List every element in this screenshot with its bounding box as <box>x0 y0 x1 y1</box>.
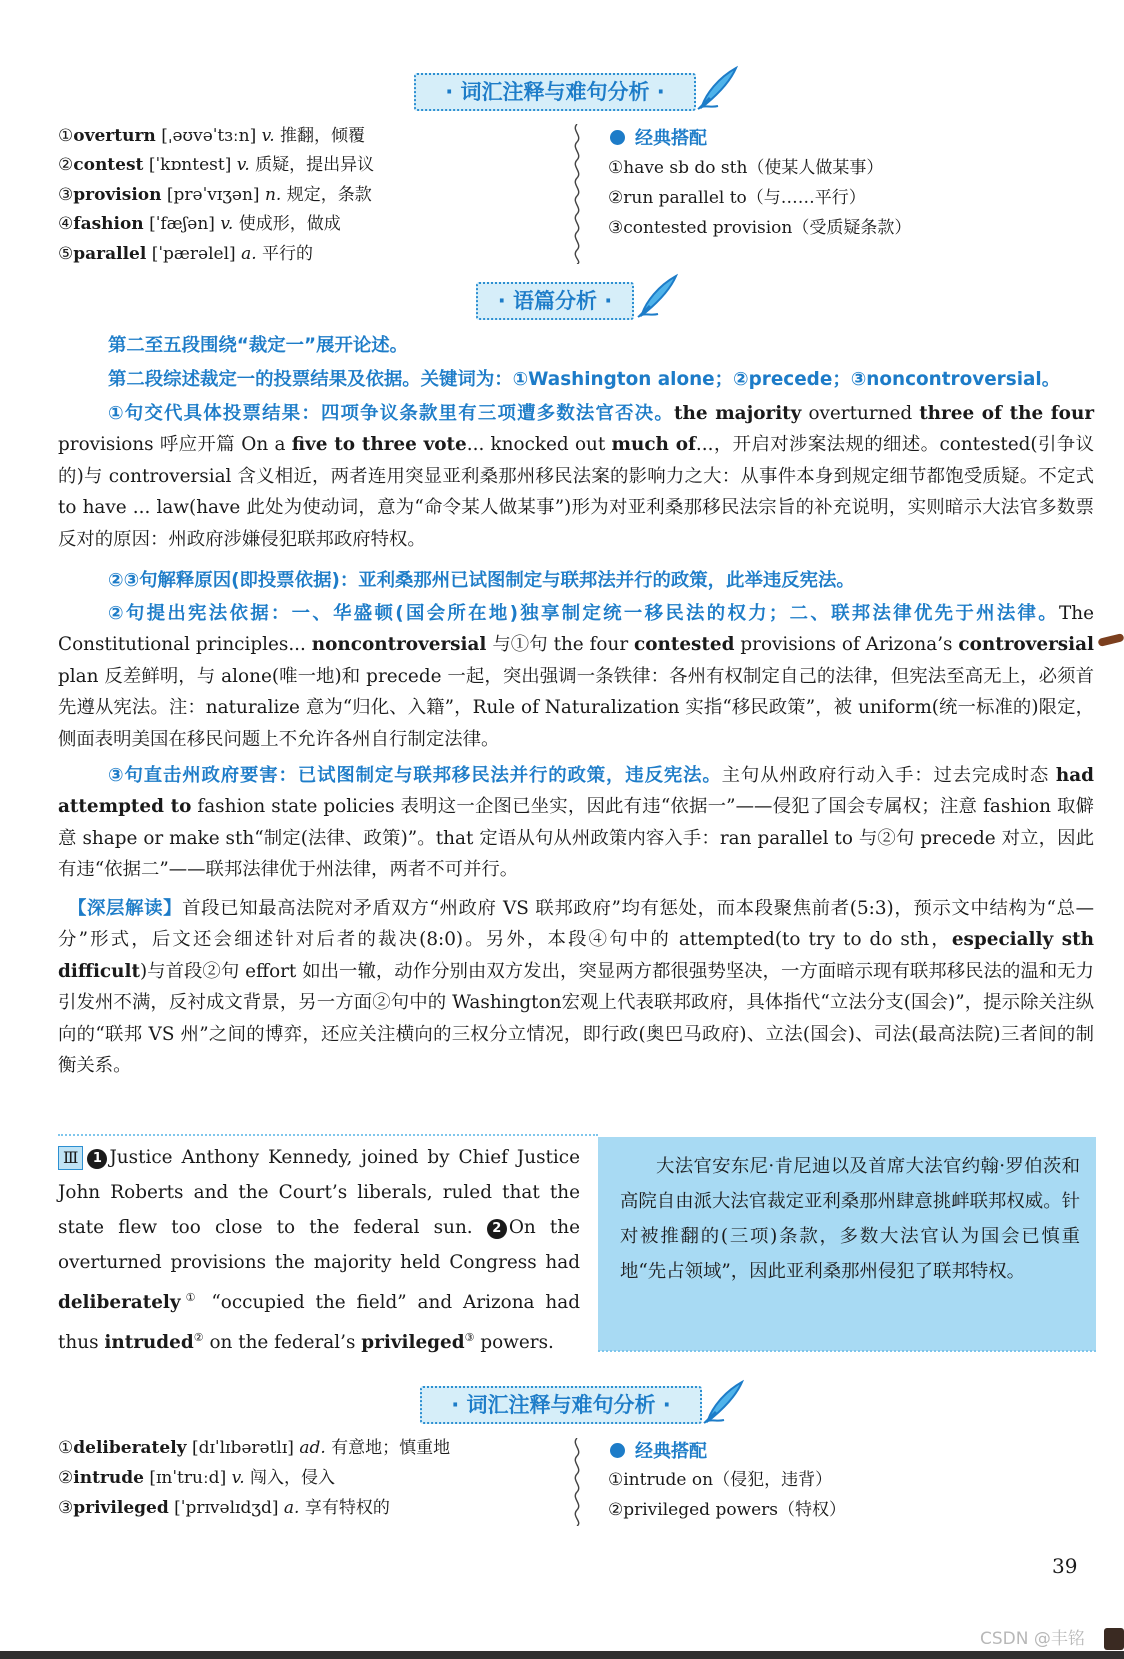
deep-reading-paragraph: 【深层解读】首段已知最高法院对矛盾双方“州政府 VS 联邦政府”均有惩处，而本段聚焦前者(5:3)，预示文中结构为“总—分”形式，后文还会细述针对后者的裁决(8:0)。另外，本段④句中的 attempted(to try to do sth，especially sth difficult)与首段②句 effort 如出一辙，动作分别由双方发出，突显两方都很强势坚决，一方面暗示现有联邦移民法的温和无力引发州不满，反衬成文背景，另一方面②句中的 Washington宏观上代表联邦政府，具体指代“立法分支(国会)”，提示除关注纵向的“联邦 VS 州”之间的博弈，还应关注横向的三权分立情况，即行政(奥巴马政府)、立法(国会)、司法(最高法院)三者间的制衡关系。 <box>58 898 1094 1077</box>
section-divider <box>58 1134 598 1136</box>
vocab-item: ⑤parallel [ˈpærəlel] a. 平行的 <box>58 244 314 264</box>
vocab-item: ②contest [ˈkɒntest] v. 质疑，提出异议 <box>58 155 375 175</box>
bullet-icon <box>610 1443 625 1458</box>
analysis-paragraph: 第二段综述裁定一的投票结果及依据。关键词为：①Washington alone；②precede；③noncontroversial。 <box>108 369 1061 390</box>
collocations-title: 经典搭配 <box>610 124 707 150</box>
analysis-paragraph: 第二至五段围绕“裁定一”展开论述。 <box>108 335 409 356</box>
quill-pen-icon <box>702 1378 746 1424</box>
collocation-item: ②run parallel to（与……平行） <box>608 188 866 208</box>
quill-pen-icon <box>696 64 740 110</box>
passage-paragraph: Ⅲ 1 Justice Anthony Kennedy, joined by Chief Justice John Roberts and the Court’s liberals, ruled that the state flew too close to the federal sun. 2 On the overturned provisions the majority held Congress had deliberately① “occupied the field” and Arizona had thus intruded② on the federal’s privileged③ powers. <box>58 1147 581 1354</box>
sentence-number: 1 <box>87 1149 107 1169</box>
analysis-paragraph: ②句提出宪法依据：一、华盛顿(国会所在地)独享制定统一移民法的权力；二、联邦法律优先于州法律。The Constitutional principles... noncontroversial 与①句 the four contested provisions of Arizona’s controversial plan 反差鲜明，与 alone(唯一地)和 precede 一起，突出强调一条铁律：各州有权制定自己的法律，但宪法至高无上，必须首先遵从宪法。注：naturalize 意为“归化、入籍”，Rule of Naturalization 实指“移民政策”，被 uniform(统一标准的)限定，侧面表明美国在移民问题上不允许各州自行制定法律。 <box>58 603 1094 750</box>
vocab-item: ③privileged [ˈprɪvəlɪdʒd] a. 享有特权的 <box>58 1498 390 1518</box>
collocation-item: ①have sb do sth（使某人做某事） <box>608 158 884 178</box>
translation-text: 大法官安东尼·肯尼迪以及首席大法官约翰·罗伯茨和高院自由派大法官裁定亚利桑那州肆意挑衅联邦权威。针对被推翻的(三项)条款，多数大法官认为国会已慎重地“先占领域”，因此亚利桑那州侵犯了联邦特权。 <box>620 1156 1080 1282</box>
bullet-icon <box>610 130 625 145</box>
translation-box-border <box>598 1350 1096 1352</box>
collocation-item: ③contested provision（受质疑条款） <box>608 218 912 238</box>
vocab-item: ③provision [prəˈvɪʒən] n. 规定，条款 <box>58 185 372 205</box>
vocab-notes-banner: · 词汇注释与难句分析 · <box>420 1386 702 1424</box>
analysis-paragraph: ③句直击州政府要害：已试图制定与联邦移民法并行的政策，违反宪法。主句从州政府行动入手：过去完成时态 had attempted to fashion state policies 表明这一企图已坐实，因此有违“依据一”——侵犯了国会专属权；注意 fashion 取僻意 shape or make sth“制定(法律、政策)”。that 定语从句从州政策内容入手：ran parallel to 与②句 precede 对立，因此有违“依据二”——联邦法律优于州法律，两者不可并行。 <box>58 765 1094 881</box>
vocab-item: ①overturn [ˌəʊvəˈtɜːn] v. 推翻，倾覆 <box>58 126 366 146</box>
wavy-divider <box>570 1438 584 1526</box>
collocations-title: 经典搭配 <box>610 1437 707 1463</box>
sentence-number: 2 <box>487 1219 507 1239</box>
vocab-item: ④fashion [ˈfæʃən] v. 使成形，做成 <box>58 214 341 234</box>
page-number: 39 <box>1052 1554 1078 1578</box>
page-edge-mark <box>1097 633 1124 647</box>
wavy-divider <box>570 124 584 264</box>
collocation-item: ②privileged powers（特权） <box>608 1500 847 1520</box>
vocab-notes-banner: · 词汇注释与难句分析 · <box>414 73 696 111</box>
quill-pen-icon <box>636 272 680 318</box>
vocab-item: ①deliberately [dɪˈlɪbərətlɪ] ad. 有意地；慎重地 <box>58 1438 451 1458</box>
translation-box <box>598 1137 1096 1351</box>
watermark: CSDN @丰铭 <box>980 1629 1085 1649</box>
collocation-item: ①intrude on（侵犯，违背） <box>608 1470 833 1490</box>
analysis-paragraph: ②③句解释原因(即投票依据)：亚利桑那州已试图制定与联邦法并行的政策，此举违反宪法。 <box>108 570 855 591</box>
analysis-paragraph: ①句交代具体投票结果：四项争议条款里有三项遭多数法官否决。the majority overturned three of the four provisions 呼应开篇 On a five to three vote... knocked out much of...，开启对涉案法规的细述。contested(引争议的)与 controversial 含义相近，两者连用突显亚利桑那州移民法案的影响力之大：从事件本身到规定细节都饱受质疑。不定式 to have ... law(have 此处为使动词，意为“命令某人做某事”)形为对亚利桑那移民法宗旨的补充说明，实则暗示大法官多数票反对的原因：州政府涉嫌侵犯联邦政府特权。 <box>58 403 1095 550</box>
corner-mark <box>1104 1628 1124 1650</box>
vocab-item: ②intrude [ɪnˈtruːd] v. 闯入，侵入 <box>58 1468 336 1488</box>
discourse-analysis-banner: · 语篇分析 · <box>476 282 634 320</box>
bottom-edge <box>0 1651 1124 1659</box>
section-number: Ⅲ <box>58 1146 83 1170</box>
